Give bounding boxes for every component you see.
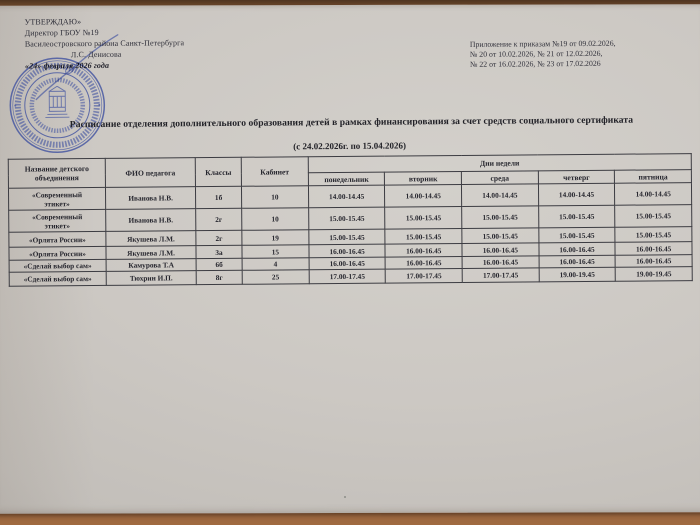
time-slot-monday: 16.00-16.45	[309, 257, 386, 270]
director-name: Л.С. Денисова	[70, 49, 122, 60]
teacher-name: Якушева Л.М.	[106, 231, 196, 247]
time-slot-monday: 14.00-14.45	[308, 185, 385, 208]
time-slot-tuesday: 16.00-16.45	[385, 243, 462, 257]
time-slot-wednesday: 16.00-16.45	[462, 256, 539, 269]
col-header-tuesday: вторник	[385, 171, 462, 185]
annex-line: № 22 от 16.02.2026, № 23 от 17.02.2026	[469, 58, 601, 69]
time-slot-tuesday: 17.00-17.45	[386, 268, 463, 283]
class-label: 6б	[196, 258, 242, 270]
col-header-days-group: Дни недели	[308, 154, 691, 173]
col-header-monday: понедельник	[308, 172, 385, 186]
association-name: «Сделай выбор сам»	[9, 271, 106, 286]
time-slot-friday: 15.00-15.45	[615, 205, 692, 228]
col-header-association: Название детского объединения	[8, 158, 105, 188]
approval-line: Директор ГБОУ №19	[24, 27, 99, 38]
class-label: 8г	[196, 270, 242, 284]
col-header-classes: Классы	[195, 157, 241, 186]
document-title: Расписание отделения дополнительного образования детей в рамках финансирования за счет средств социального сертификата	[69, 114, 634, 131]
room-number: 4	[242, 258, 309, 271]
col-header-wednesday: среда	[461, 171, 538, 185]
teacher-name: Якушева Л.М.	[106, 246, 196, 260]
document-date-range: (с 24.02.2026г. по 15.04.2026)	[293, 140, 407, 152]
time-slot-friday: 14.00-14.45	[615, 183, 692, 206]
association-name: «Сделай выбор сам»	[9, 259, 106, 272]
paper-sheet	[0, 4, 700, 513]
annex-block	[470, 39, 616, 70]
room-number: 19	[242, 230, 309, 246]
time-slot-thursday: 19.00-19.45	[539, 267, 616, 282]
col-header-room: Кабинет	[241, 157, 308, 187]
class-label: 1б	[196, 186, 242, 208]
association-name: «Орлята России»	[9, 246, 106, 260]
room-number: 25	[242, 270, 309, 285]
time-slot-monday: 17.00-17.45	[309, 269, 386, 284]
official-round-stamp-icon	[7, 55, 108, 156]
annex-line: № 20 от 10.02.2026, № 21 от 12.02.2026,	[469, 48, 603, 59]
schedule-table-body	[8, 183, 692, 287]
time-slot-thursday: 15.00-15.45	[538, 227, 615, 243]
schedule-table	[8, 153, 693, 287]
time-slot-monday: 15.00-15.45	[308, 207, 385, 230]
approval-date: «24» февраля 2026 года	[24, 60, 110, 71]
association-name: «Современный этикет»	[8, 187, 105, 210]
time-slot-friday: 19.00-19.45	[615, 267, 692, 282]
time-slot-wednesday: 17.00-17.45	[462, 268, 539, 283]
association-name: «Орлята России»	[9, 231, 106, 247]
time-slot-friday: 16.00-16.45	[615, 255, 692, 268]
association-name: «Современный этикет»	[9, 209, 106, 232]
time-slot-monday: 16.00-16.45	[309, 244, 386, 258]
time-slot-tuesday: 15.00-15.45	[385, 228, 462, 244]
annex-line: Приложение к приказам №19 от 09.02.2026,	[469, 38, 616, 49]
room-number: 10	[241, 186, 308, 209]
time-slot-friday: 15.00-15.45	[615, 227, 692, 243]
col-header-friday: пятница	[615, 170, 692, 184]
teacher-name: Иванова Н.В.	[105, 187, 195, 210]
time-slot-wednesday: 16.00-16.45	[462, 243, 539, 257]
time-slot-wednesday: 15.00-15.45	[462, 228, 539, 244]
dust-speck	[344, 496, 346, 498]
room-number: 10	[242, 208, 309, 231]
time-slot-wednesday: 15.00-15.45	[462, 206, 539, 229]
time-slot-thursday: 16.00-16.45	[539, 242, 616, 256]
class-label: 2г	[196, 230, 242, 245]
time-slot-friday: 16.00-16.45	[615, 242, 692, 256]
time-slot-thursday: 16.00-16.45	[539, 255, 616, 268]
document-content	[0, 2, 700, 516]
approval-line: УТВЕРЖДАЮ»	[24, 17, 82, 27]
time-slot-wednesday: 14.00-14.45	[462, 184, 539, 207]
time-slot-tuesday: 14.00-14.45	[385, 184, 462, 207]
time-slot-tuesday: 15.00-15.45	[385, 206, 462, 229]
class-label: 2г	[196, 208, 242, 230]
time-slot-thursday: 14.00-14.45	[538, 183, 615, 206]
room-number: 15	[242, 245, 309, 259]
time-slot-monday: 15.00-15.45	[309, 229, 386, 245]
col-header-teacher: ФИО педагога	[105, 158, 195, 188]
time-slot-thursday: 15.00-15.45	[538, 205, 615, 228]
time-slot-tuesday: 16.00-16.45	[385, 256, 462, 269]
teacher-name: Тюхрин И.П.	[106, 271, 196, 286]
teacher-name: Камурова Т.А	[106, 259, 196, 272]
teacher-name: Иванова Н.В.	[106, 209, 196, 232]
approval-line: Василеостровского района Санкт-Петербурга	[24, 38, 185, 49]
col-header-thursday: четверг	[538, 170, 615, 184]
class-label: 3а	[196, 245, 242, 258]
